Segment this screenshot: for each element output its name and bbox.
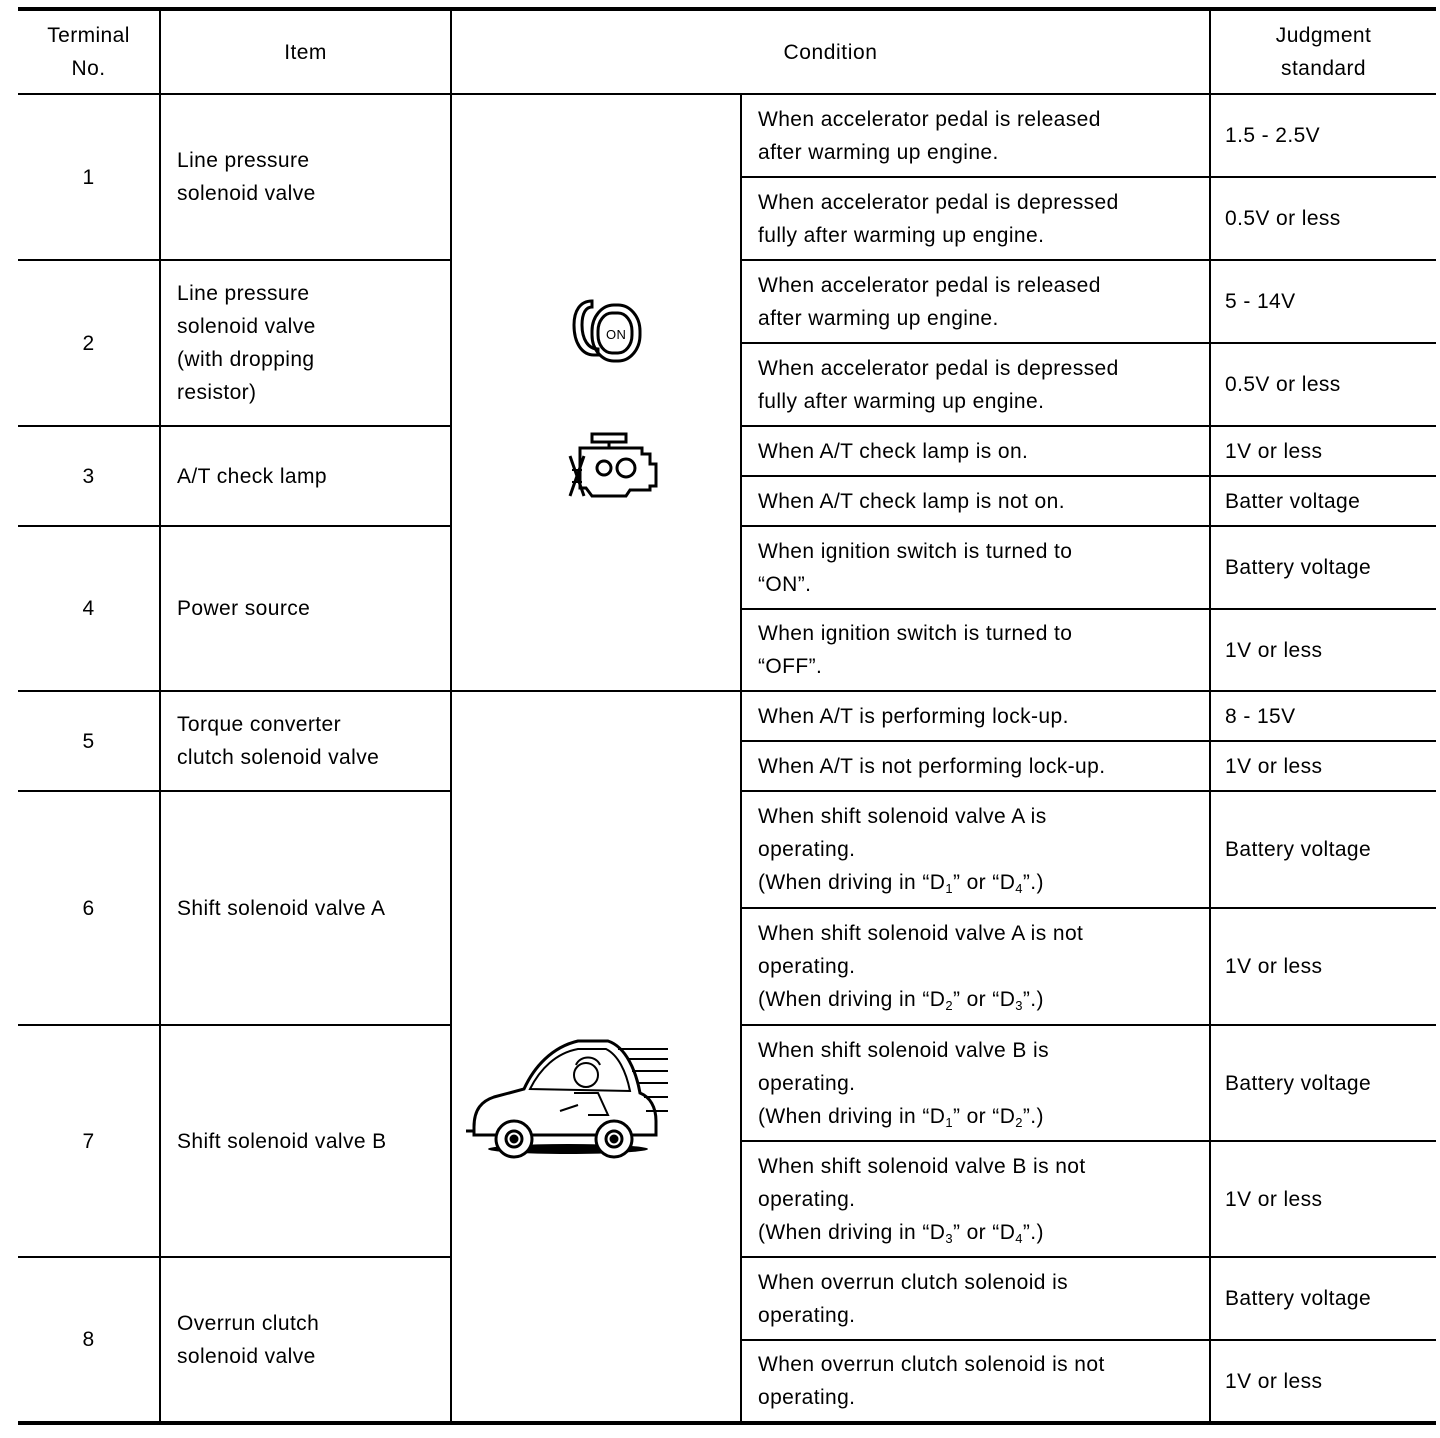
condition-text: When accelerator pedal is released after warming up engine. [741, 94, 1210, 177]
condition-text: When A/T is not performing lock-up. [741, 741, 1210, 791]
table-row [18, 691, 1436, 741]
condition-text: When A/T check lamp is not on. [741, 476, 1210, 526]
judgment-value: Battery voltage [1210, 1257, 1436, 1340]
item-name: Power source [160, 526, 451, 691]
ignition-engine-illustration [452, 95, 742, 690]
judgment-value: 0.5V or less [1210, 177, 1436, 260]
item-name: A/T check lamp [160, 426, 451, 526]
judgment-value: Battery voltage [1210, 526, 1436, 609]
terminal-no: 3 [18, 426, 160, 526]
table-row [18, 94, 1436, 177]
condition-icon-driving [451, 691, 741, 1423]
judgment-value: Battery voltage [1210, 791, 1436, 908]
judgment-value: 5 - 14V [1210, 260, 1436, 343]
judgment-value: 1V or less [1210, 741, 1436, 791]
terminal-judgment-table [18, 7, 1436, 1425]
judgment-value: 1V or less [1210, 609, 1436, 691]
item-name: Shift solenoid valve B [160, 1025, 451, 1257]
condition-text: When A/T check lamp is on. [741, 426, 1210, 476]
header-terminal-no: Terminal No. [18, 9, 160, 94]
terminal-no: 1 [18, 94, 160, 260]
item-name: Line pressure solenoid valve (with dropping resistor) [160, 260, 451, 426]
item-name: Shift solenoid valve A [160, 791, 451, 1025]
judgment-value: Battery voltage [1210, 1025, 1436, 1141]
car-driving-icon [466, 1041, 668, 1157]
terminal-no: 7 [18, 1025, 160, 1257]
judgment-value: 1V or less [1210, 1141, 1436, 1257]
condition-text: When overrun clutch solenoid is operating. [741, 1257, 1210, 1340]
condition-text: When overrun clutch solenoid is not operating. [741, 1340, 1210, 1423]
judgment-value: 1V or less [1210, 1340, 1436, 1423]
item-name: Torque converter clutch solenoid valve [160, 691, 451, 791]
car-driving-illustration [452, 693, 742, 1421]
condition-text: When shift solenoid valve A is not operating. (When driving in “$D_2$” or “$D_3$”.) [741, 908, 1210, 1025]
judgment-value: 8 - 15V [1210, 691, 1436, 741]
condition-text: When shift solenoid valve B is not operating. (When driving in “$D_3$” or “$D_4$”.) [741, 1141, 1210, 1257]
terminal-no: 8 [18, 1257, 160, 1423]
engine-running-icon [570, 434, 656, 496]
judgment-value: 0.5V or less [1210, 343, 1436, 426]
item-name: Line pressure solenoid valve [160, 94, 451, 260]
condition-text: When ignition switch is turned to “ON”. [741, 526, 1210, 609]
judgment-value: 1V or less [1210, 908, 1436, 1025]
header-condition: Condition [451, 9, 1210, 94]
condition-text: When shift solenoid valve B is operating. (When driving in “$D_1$” or “$D_2$”.) [741, 1025, 1210, 1141]
header-row [18, 9, 1436, 94]
ignition-key-on-icon [574, 301, 640, 361]
terminal-no: 4 [18, 526, 160, 691]
condition-text: When ignition switch is turned to “OFF”. [741, 609, 1210, 691]
item-name: Overrun clutch solenoid valve [160, 1257, 451, 1423]
terminal-no: 6 [18, 791, 160, 1025]
condition-icons-ignition-engine [451, 94, 741, 691]
header-item: Item [160, 9, 451, 94]
header-judgment-standard: Judgment standard [1210, 9, 1436, 94]
terminal-no: 2 [18, 260, 160, 426]
svg-text:ON: ON [606, 327, 627, 342]
condition-text: When accelerator pedal is depressed fully after warming up engine. [741, 343, 1210, 426]
judgment-value: Batter voltage [1210, 476, 1436, 526]
condition-text: When A/T is performing lock-up. [741, 691, 1210, 741]
condition-text: When shift solenoid valve A is operating. (When driving in “$D_1$” or “$D_4$”.) [741, 791, 1210, 908]
condition-text: When accelerator pedal is depressed fully after warming up engine. [741, 177, 1210, 260]
condition-text: When accelerator pedal is released after warming up engine. [741, 260, 1210, 343]
judgment-value: 1V or less [1210, 426, 1436, 476]
terminal-no: 5 [18, 691, 160, 791]
judgment-value: 1.5 - 2.5V [1210, 94, 1436, 177]
